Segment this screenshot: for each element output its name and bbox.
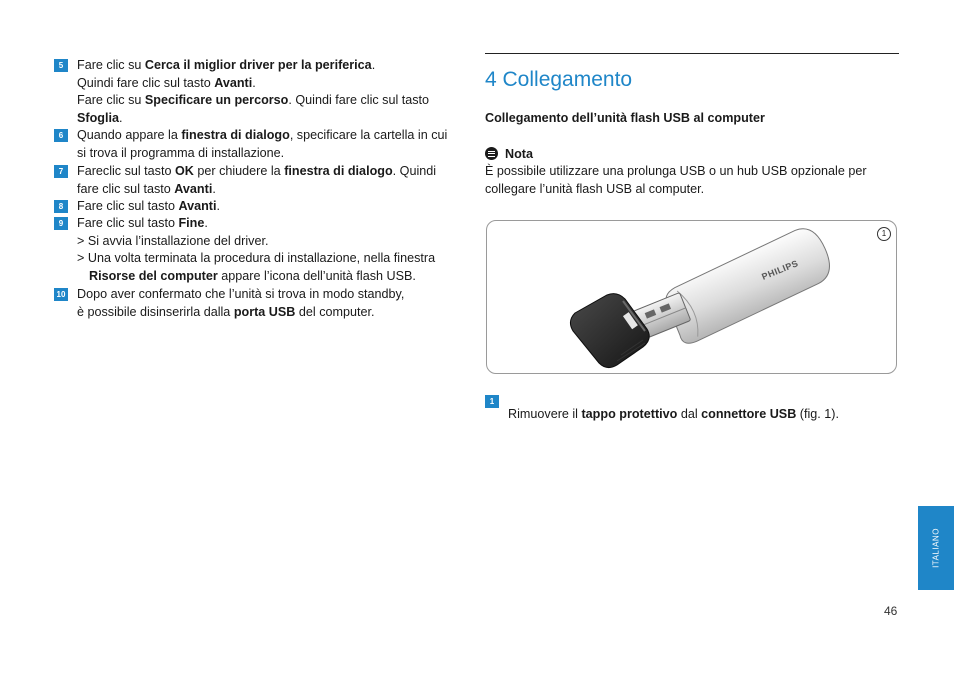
- text-run: .: [216, 199, 221, 213]
- figure-number: 1: [877, 227, 891, 241]
- step-line: [77, 233, 474, 251]
- text-run: si trova il programma di installazione.: [77, 145, 285, 160]
- text-run: , specificare la cartella in cui: [289, 128, 448, 142]
- text-run: Fare clic su: [77, 58, 145, 72]
- step-line: [77, 110, 474, 128]
- step-body: [77, 57, 474, 127]
- step-body: [508, 406, 905, 424]
- step-number-badge: 6: [54, 129, 68, 142]
- step-line: [77, 198, 474, 216]
- note-icon: [485, 147, 498, 160]
- step-line: [77, 145, 474, 163]
- text-run: .: [371, 58, 376, 72]
- text-run: dal: [677, 406, 702, 421]
- usb-drive-illustration: [487, 221, 896, 373]
- emphasis-text: tappo protettivo: [581, 406, 678, 421]
- text-run: .: [204, 216, 208, 230]
- step-number-badge: 7: [54, 165, 68, 178]
- brand-logo: PHILIPS: [760, 258, 800, 282]
- section-subheading: Collegamento dell’unità flash USB al computer: [485, 111, 765, 125]
- step-number-badge: 8: [54, 200, 68, 213]
- step-body: [77, 198, 474, 216]
- text-run: (fig. 1).: [796, 406, 840, 421]
- text-run: fare clic sul tasto: [77, 181, 175, 196]
- text-run: . Quindi fare clic sul tasto: [288, 93, 430, 107]
- page-number: 46: [884, 604, 898, 618]
- step-5: [54, 57, 474, 127]
- text-run: Rimuovere il: [508, 406, 582, 421]
- step-line: [77, 92, 474, 110]
- step-line: [77, 163, 474, 181]
- step-7: [54, 163, 474, 198]
- step-line: [77, 57, 474, 75]
- step-9: [54, 215, 474, 285]
- text-run: per chiudere la: [193, 164, 285, 178]
- emphasis-text: OK: [174, 164, 194, 178]
- usb-drive-body: [659, 223, 839, 347]
- text-run: .: [118, 110, 123, 125]
- text-run: del computer.: [295, 304, 375, 319]
- text-run: Fare clic sul tasto: [77, 216, 179, 230]
- text-run: .: [252, 75, 256, 90]
- note-header: [485, 146, 533, 164]
- protective-cap: [570, 294, 649, 368]
- step-body: [77, 215, 474, 285]
- step-line: [77, 215, 474, 233]
- step-line: [77, 286, 474, 304]
- text-run: Fare clic su: [77, 93, 145, 107]
- step-line: [77, 75, 474, 93]
- step-number-badge: 1: [485, 395, 499, 408]
- text-run: Quindi fare clic sul tasto: [77, 75, 215, 90]
- step-number-badge: 5: [54, 59, 68, 72]
- emphasis-text: finestra di dialogo: [284, 164, 393, 178]
- emphasis-text: Cerca il miglior driver per la periferica: [144, 58, 372, 72]
- emphasis-text: porta USB: [233, 304, 296, 319]
- figure-usb-drive: [486, 220, 897, 374]
- step-number-badge: 9: [54, 217, 68, 230]
- emphasis-text: Avanti: [214, 75, 253, 90]
- emphasis-text: connettore USB: [701, 406, 797, 421]
- step-8: [54, 198, 474, 216]
- emphasis-text: Sfoglia: [77, 110, 119, 125]
- step-10: [54, 286, 474, 321]
- text-run: Fareclic sul tasto: [77, 164, 175, 178]
- emphasis-text: Specificare un percorso: [144, 93, 289, 107]
- step-body: [77, 127, 474, 162]
- step-number-badge: 10: [54, 288, 68, 301]
- text-run: Fare clic sul tasto: [77, 199, 179, 213]
- step-line: [77, 127, 474, 145]
- text-run: > Una volta terminata la procedura di installazione, nella finestra: [77, 251, 436, 265]
- text-run: è possibile disinserirla dalla: [77, 304, 234, 319]
- text-run: > Si avvia l’installazione del driver.: [77, 233, 269, 248]
- language-label: ITALIANO: [931, 528, 941, 568]
- note-label: Nota: [505, 147, 533, 161]
- emphasis-text: Avanti: [174, 181, 213, 196]
- text-run: .: [212, 181, 216, 196]
- section-heading: 4 Collegamento: [485, 68, 633, 91]
- step-line: [77, 250, 474, 285]
- step-line: [508, 406, 905, 424]
- text-run: appare l’icona dell’unità flash USB.: [217, 268, 416, 283]
- step-body: [77, 163, 474, 198]
- figure-step-1: [485, 393, 905, 436]
- step-line: [77, 304, 474, 322]
- note-text: È possibile utilizzare una prolunga USB o un hub USB opzionale per collegare l’unità flash USB al computer.: [485, 164, 867, 196]
- text-run: Quando appare la: [77, 128, 182, 142]
- step-body: [77, 286, 474, 321]
- text-run: Dopo aver confermato che l’unità si trova in modo standby,: [77, 287, 405, 301]
- emphasis-text: Risorse del computer: [89, 268, 218, 283]
- step-6: [54, 127, 474, 162]
- emphasis-text: Fine: [178, 216, 205, 230]
- language-tab: [918, 506, 954, 590]
- emphasis-text: finestra di dialogo: [181, 128, 290, 142]
- emphasis-text: Avanti: [178, 199, 217, 213]
- step-line: [77, 181, 474, 199]
- text-run: . Quindi: [392, 164, 437, 178]
- section-rule: [485, 53, 899, 54]
